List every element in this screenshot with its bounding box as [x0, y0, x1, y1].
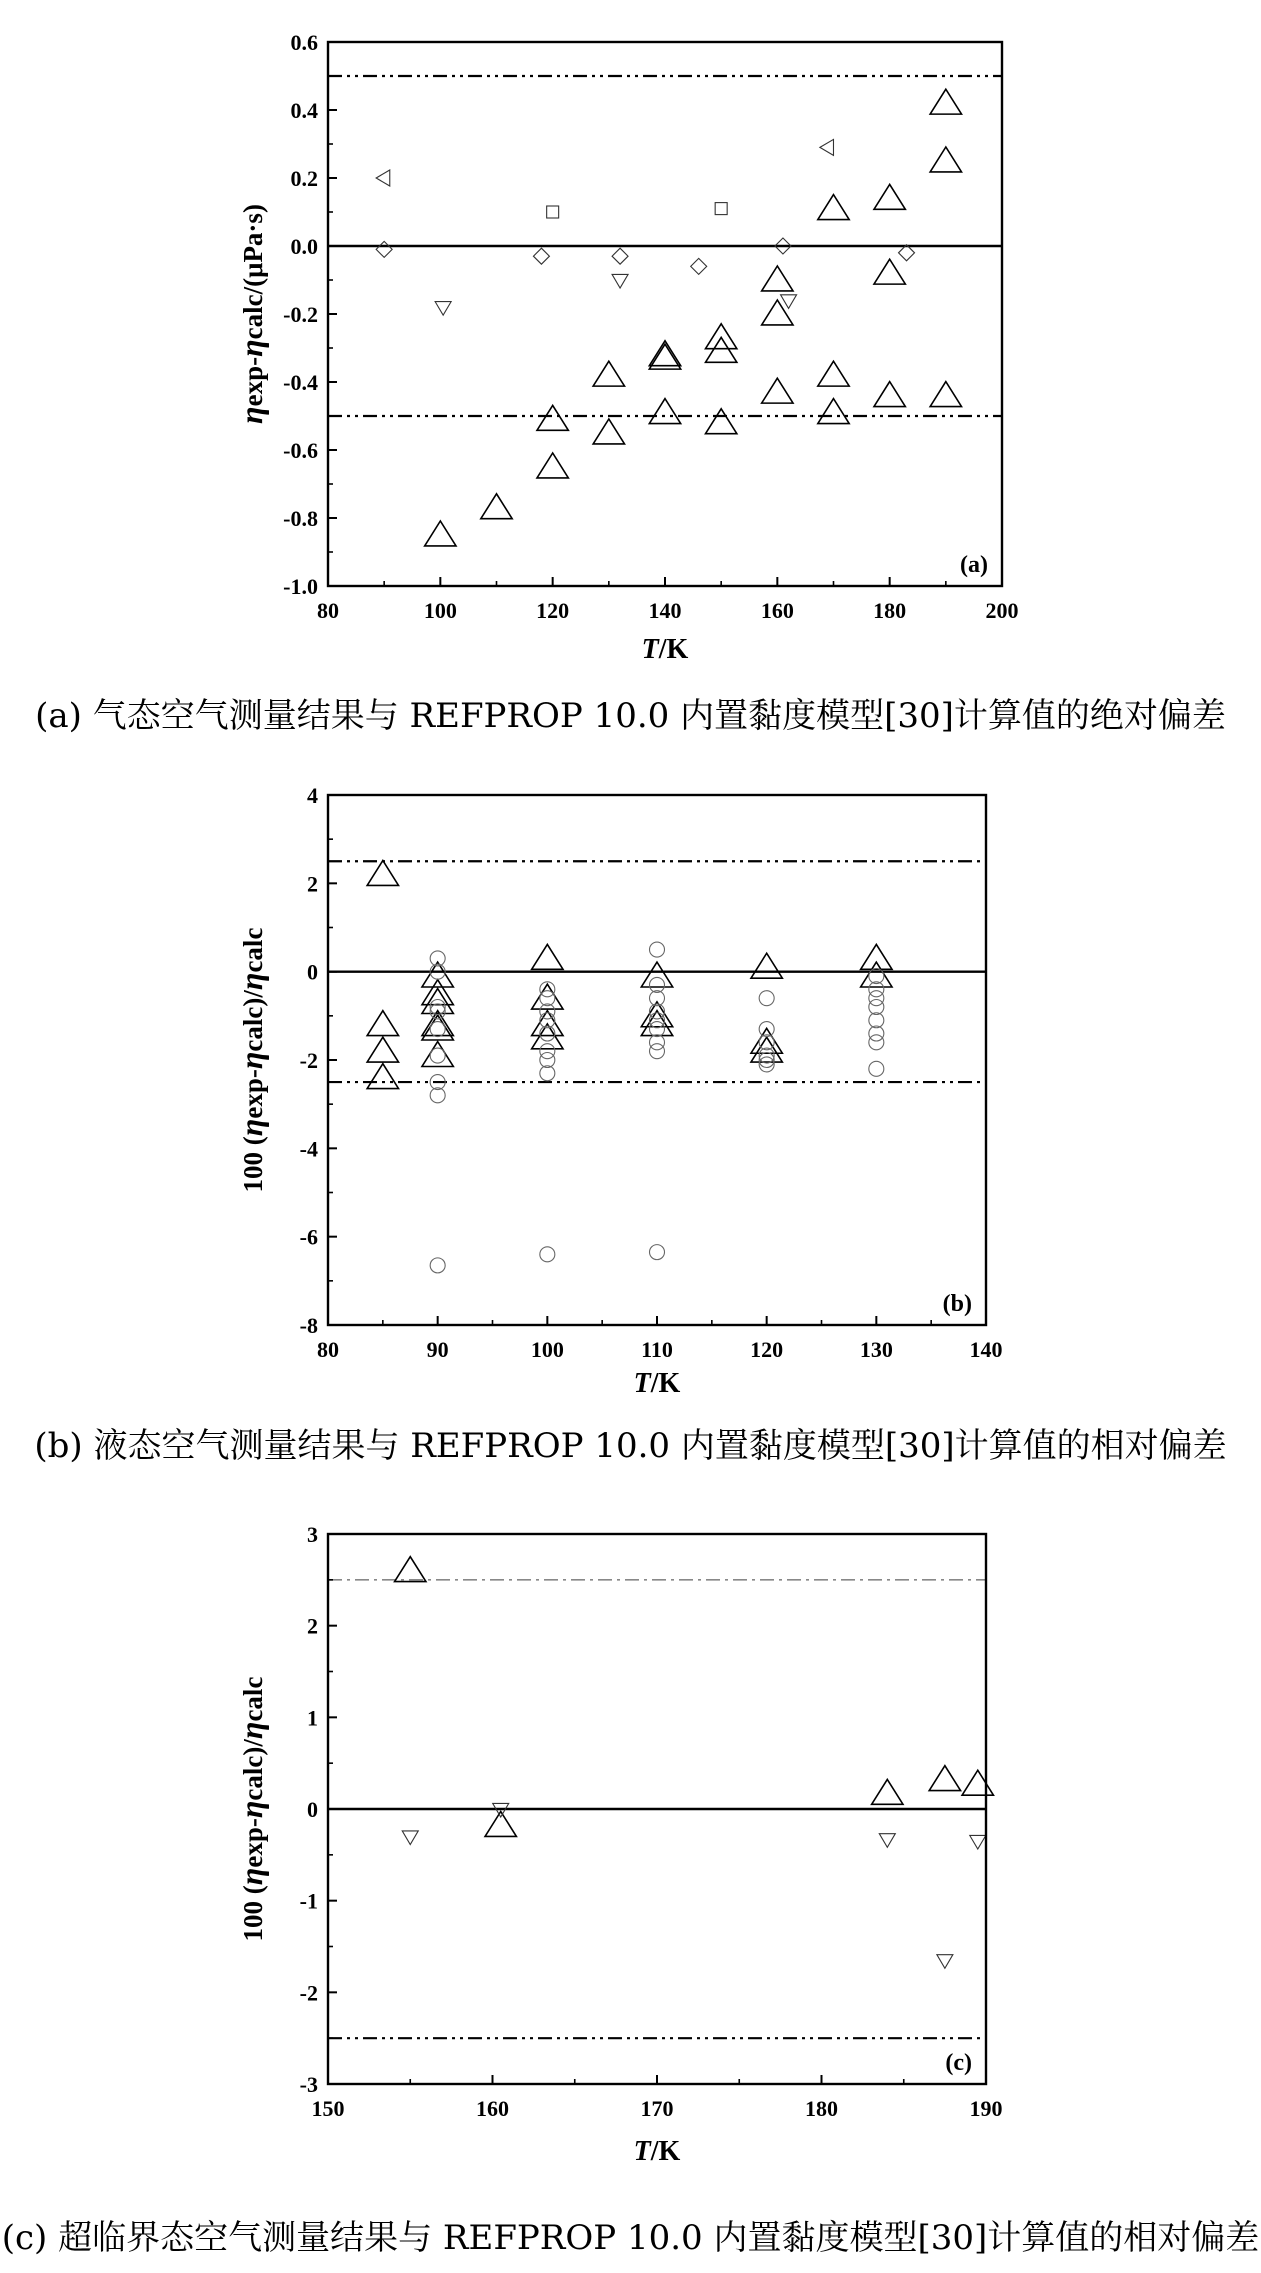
data-point-triangle-up: [930, 382, 961, 407]
data-point-diamond: [376, 241, 392, 257]
data-point-triangle-up: [962, 1770, 993, 1795]
x-tick-label: 110: [641, 1337, 673, 1362]
data-point-triangle-up: [762, 378, 793, 403]
x-axis-label: T/K: [633, 2136, 681, 2167]
data-point-triangle-up: [481, 494, 512, 519]
data-point-diamond: [533, 248, 549, 264]
data-point-triangle-up: [367, 1011, 398, 1036]
data-point-triangle-up: [705, 409, 736, 434]
x-tick-label: 150: [311, 2096, 345, 2121]
y-tick-label: 2: [307, 871, 318, 897]
x-tick-label: 100: [423, 598, 457, 623]
data-point-triangle-up: [537, 453, 568, 478]
data-point-triangle-up: [874, 259, 905, 284]
x-tick-label: 160: [476, 2096, 509, 2121]
panel-label: (b): [942, 1291, 972, 1317]
data-point-triangle-up: [593, 419, 624, 444]
data-point-circle: [540, 1247, 555, 1262]
data-point-circle: [869, 1061, 884, 1076]
x-axis-label: T/K: [633, 1368, 681, 1399]
x-tick-label: 140: [648, 598, 682, 623]
data-point-square: [547, 206, 559, 218]
data-point-diamond: [691, 258, 707, 274]
data-point-triangle-up: [641, 962, 672, 987]
y-tick-label: 0.6: [290, 30, 318, 55]
data-point-triangle-down: [781, 295, 797, 309]
data-point-circle: [650, 1044, 665, 1059]
data-point-triangle-down: [879, 1834, 895, 1848]
x-tick-label: 120: [750, 1337, 784, 1362]
y-tick-label: -2: [299, 1980, 318, 2006]
data-point-triangle-down: [937, 1955, 953, 1969]
y-tick-label: -4: [299, 1136, 318, 1162]
y-tick-label: 1: [307, 1705, 318, 1731]
data-point-triangle-up: [422, 980, 453, 1005]
data-point-circle: [759, 1057, 774, 1072]
data-point-circle: [430, 1022, 445, 1037]
data-point-circle: [650, 1245, 665, 1260]
y-axis-label: 100 (ηexp-ηcalc)/ηcalc: [233, 927, 269, 1193]
panel-label: (a): [960, 552, 988, 578]
data-point-triangle-up: [818, 361, 849, 386]
chart-panel: [233, 783, 1003, 1399]
data-point-triangle-up: [874, 184, 905, 209]
x-tick-label: 120: [536, 598, 570, 623]
data-point-square: [715, 203, 727, 215]
y-tick-label: -6: [299, 1224, 318, 1250]
data-point-triangle-up: [649, 399, 680, 424]
data-point-triangle-up: [641, 1011, 672, 1036]
y-axis-label: 100 (ηexp-ηcalc)/ηcalc: [233, 1676, 269, 1942]
data-point-triangle-down: [612, 274, 628, 288]
data-point-circle: [430, 1048, 445, 1063]
data-point-triangle-up: [874, 382, 905, 407]
data-point-triangle-up: [532, 944, 563, 969]
data-point-circle: [430, 1000, 445, 1015]
data-point-triangle-up: [367, 1064, 398, 1089]
x-axis-label: T/K: [641, 634, 689, 665]
y-axis-label: ηexp-ηcalc/(μPa·s): [233, 204, 269, 424]
x-tick-label: 180: [805, 2096, 838, 2121]
data-point-triangle-up: [395, 1557, 426, 1582]
y-tick-label: -0.8: [283, 506, 318, 531]
x-tick-label: 170: [640, 2096, 674, 2121]
data-point-triangle-up: [861, 944, 892, 969]
y-tick-label: 3: [307, 1522, 318, 1547]
data-point-triangle-up: [593, 361, 624, 386]
x-tick-label: 160: [760, 598, 794, 623]
y-tick-label: 0.4: [290, 98, 318, 123]
data-point-circle: [759, 1053, 774, 1068]
x-tick-label: 130: [859, 1337, 893, 1362]
data-point-circle: [540, 1044, 555, 1059]
y-tick-label: -1: [299, 1888, 318, 1914]
x-tick-label: 180: [873, 598, 907, 623]
data-point-triangle-down: [402, 1831, 418, 1845]
y-tick-label: -0.2: [283, 302, 318, 327]
data-point-triangle-up: [751, 953, 782, 978]
chart-panel: [233, 1522, 1003, 2167]
x-tick-label: 80: [317, 1337, 339, 1362]
data-point-diamond: [612, 248, 628, 264]
y-tick-label: 0: [307, 959, 318, 985]
y-tick-label: 2: [307, 1613, 318, 1639]
data-point-triangle-up: [930, 147, 961, 172]
y-tick-label: -8: [299, 1313, 318, 1338]
chart-panel: [233, 30, 1019, 665]
data-point-triangle-up: [872, 1779, 903, 1804]
data-point-circle: [869, 991, 884, 1006]
data-point-triangle-up: [485, 1812, 516, 1837]
data-point-triangle-up: [762, 266, 793, 291]
data-point-triangle-up: [537, 405, 568, 430]
data-point-triangle-up: [367, 1037, 398, 1062]
data-point-triangle-left: [820, 139, 834, 155]
data-point-circle: [759, 991, 774, 1006]
x-tick-label: 90: [426, 1337, 449, 1362]
y-tick-label: -0.6: [283, 438, 318, 463]
data-point-triangle-up: [425, 521, 456, 546]
caption-c: (c) 超临界态空气测量结果与 REFPROP 10.0 内置黏度模型[30]计算值的相对偏差: [1, 2218, 1260, 2258]
data-point-circle: [430, 1258, 445, 1273]
data-point-triangle-down: [970, 1835, 986, 1849]
caption-a: (a) 气态空气测量结果与 REFPROP 10.0 内置黏度模型[30]计算值的绝对偏差: [35, 696, 1226, 736]
data-point-circle: [869, 1035, 884, 1050]
caption-b: (b) 液态空气测量结果与 REFPROP 10.0 内置黏度模型[30]计算值的相对偏差: [34, 1426, 1227, 1466]
y-tick-label: 0.0: [290, 234, 318, 259]
x-tick-label: 200: [985, 598, 1019, 623]
y-tick-label: -0.4: [283, 370, 318, 395]
x-tick-label: 140: [969, 1337, 1003, 1362]
plot-frame: [328, 42, 1002, 586]
data-point-triangle-up: [762, 300, 793, 325]
y-tick-label: -2: [299, 1048, 318, 1073]
x-tick-label: 80: [317, 598, 339, 623]
data-point-triangle-up: [367, 861, 398, 886]
panel-label: (c): [945, 2050, 972, 2076]
y-tick-label: 0: [307, 1797, 318, 1822]
data-point-triangle-left: [376, 170, 390, 186]
y-tick-label: -1.0: [283, 574, 318, 599]
y-tick-label: -3: [299, 2072, 318, 2097]
data-point-triangle-up: [930, 89, 961, 114]
data-point-triangle-down: [435, 302, 451, 316]
y-tick-label: 0.2: [290, 166, 318, 191]
x-tick-label: 190: [969, 2096, 1003, 2121]
x-tick-label: 100: [530, 1337, 564, 1362]
data-point-circle: [650, 942, 665, 957]
data-point-triangle-up: [818, 195, 849, 220]
y-tick-label: 4: [307, 783, 318, 808]
data-point-triangle-up: [818, 399, 849, 424]
data-point-triangle-up: [929, 1766, 960, 1791]
